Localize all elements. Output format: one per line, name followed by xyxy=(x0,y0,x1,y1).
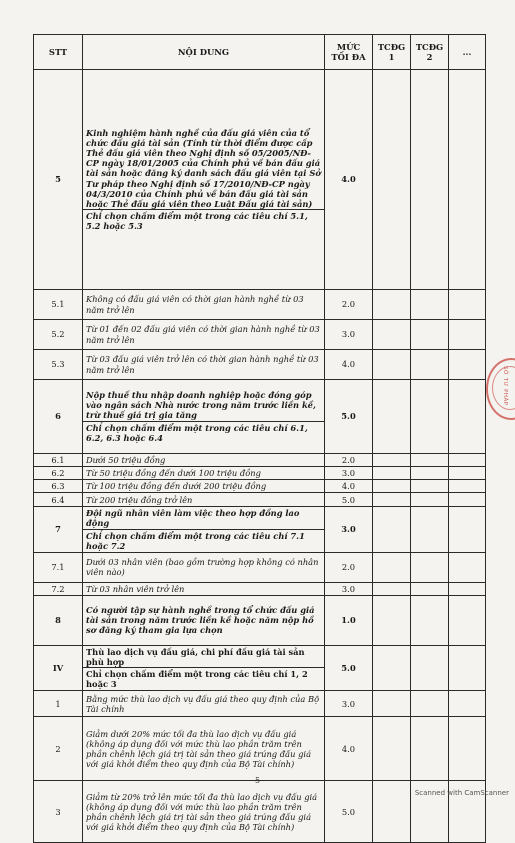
row-tcdg1-cell[interactable] xyxy=(373,320,411,350)
seal-text: SỞ TƯ PHÁP xyxy=(502,366,508,406)
row-content xyxy=(83,493,325,507)
evaluation-table xyxy=(33,34,486,843)
row-content-text: Đội ngũ nhân viên làm việc theo hợp đồng lao động xyxy=(86,508,300,529)
row-content xyxy=(83,691,325,717)
row-tcdg1-cell[interactable] xyxy=(373,467,411,480)
row-max-score: 3.0 xyxy=(325,320,373,350)
table-row xyxy=(34,552,486,582)
row-tcdg1-cell[interactable] xyxy=(373,350,411,380)
row-stt: 6 xyxy=(34,380,83,454)
row-tcdg1-cell[interactable] xyxy=(373,380,411,454)
row-extra-cell[interactable] xyxy=(449,552,486,582)
header-tcdg2: TCĐG 2 xyxy=(411,35,449,70)
row-tcdg2-cell[interactable] xyxy=(411,582,449,595)
row-extra-cell[interactable] xyxy=(449,350,486,380)
row-extra-cell[interactable] xyxy=(449,480,486,493)
row-tcdg1-cell[interactable] xyxy=(373,717,411,781)
row-extra-cell[interactable] xyxy=(449,507,486,552)
row-stt: 6.1 xyxy=(34,454,83,467)
row-max-score: 2.0 xyxy=(325,290,373,320)
row-content-text: Có người tập sự hành nghề trong tổ chức đấu giá tài sản trong năm trước liền kề hoặc năm nộp hồ sơ đăng ký tham gia lựa chọn xyxy=(86,605,315,636)
row-extra-cell[interactable] xyxy=(449,717,486,781)
row-tcdg2-cell[interactable] xyxy=(411,350,449,380)
row-tcdg2-cell[interactable] xyxy=(411,70,449,290)
row-tcdg1-cell[interactable] xyxy=(373,480,411,493)
row-content xyxy=(83,552,325,582)
header-stt: STT xyxy=(34,35,83,70)
row-content xyxy=(83,320,325,350)
row-content-text: Nộp thuế thu nhập doanh nghiệp hoặc đóng góp vào ngân sách Nhà nước trong năm trước liền kề, trừ thuế giá trị gia tăng xyxy=(86,390,316,421)
header-max-score: MỨC TỐI ĐA xyxy=(325,35,373,70)
table-row xyxy=(34,595,486,645)
table-row xyxy=(34,493,486,507)
row-tcdg2-cell[interactable] xyxy=(411,552,449,582)
row-max-score: 5.0 xyxy=(325,781,373,843)
row-max-score: 5.0 xyxy=(325,493,373,507)
row-tcdg2-cell[interactable] xyxy=(411,480,449,493)
row-stt: 6.3 xyxy=(34,480,83,493)
row-stt: 5.2 xyxy=(34,320,83,350)
row-tcdg2-cell[interactable] xyxy=(411,290,449,320)
header-content: NỘI DUNG xyxy=(83,35,325,70)
row-stt: 7.2 xyxy=(34,582,83,595)
row-content xyxy=(83,350,325,380)
row-stt: 7.1 xyxy=(34,552,83,582)
row-extra-cell[interactable] xyxy=(449,645,486,690)
row-tcdg1-cell[interactable] xyxy=(373,493,411,507)
row-tcdg2-cell[interactable] xyxy=(411,717,449,781)
row-extra-cell[interactable] xyxy=(449,493,486,507)
row-selection-note: Chỉ chọn chấm điểm một trong các tiêu chí 6.1, 6.2, 6.3 hoặc 6.4 xyxy=(83,421,324,443)
page-number: 5 xyxy=(254,776,261,785)
row-max-score: 5.0 xyxy=(325,380,373,454)
row-content xyxy=(83,290,325,320)
table-row xyxy=(34,582,486,595)
row-tcdg1-cell[interactable] xyxy=(373,507,411,552)
row-tcdg1-cell[interactable] xyxy=(373,781,411,843)
row-max-score: 3.0 xyxy=(325,691,373,717)
table-row xyxy=(34,691,486,717)
row-max-score: 5.0 xyxy=(325,645,373,690)
row-content xyxy=(83,645,325,690)
row-extra-cell[interactable] xyxy=(449,595,486,645)
table-row xyxy=(34,480,486,493)
row-tcdg2-cell[interactable] xyxy=(411,595,449,645)
row-stt: 6.4 xyxy=(34,493,83,507)
row-stt: 6.2 xyxy=(34,467,83,480)
row-tcdg1-cell[interactable] xyxy=(373,645,411,690)
row-tcdg2-cell[interactable] xyxy=(411,691,449,717)
row-selection-note: Chỉ chọn chấm điểm một trong các tiêu chí 1, 2 hoặc 3 xyxy=(83,667,324,689)
row-tcdg1-cell[interactable] xyxy=(373,582,411,595)
row-stt: 5.1 xyxy=(34,290,83,320)
row-content xyxy=(83,480,325,493)
row-content-text: Từ 100 triệu đồng đến dưới 200 triệu đồng xyxy=(86,481,267,492)
row-max-score: 3.0 xyxy=(325,507,373,552)
row-max-score: 4.0 xyxy=(325,350,373,380)
scanner-watermark: Scanned with CamScanner xyxy=(414,789,509,797)
row-tcdg1-cell[interactable] xyxy=(373,454,411,467)
row-extra-cell[interactable] xyxy=(449,454,486,467)
row-stt: 2 xyxy=(34,717,83,781)
row-stt: 8 xyxy=(34,595,83,645)
row-selection-note: Chỉ chọn chấm điểm một trong các tiêu chí 7.1 hoặc 7.2 xyxy=(83,529,324,551)
row-content xyxy=(83,467,325,480)
row-content xyxy=(83,781,325,843)
row-extra-cell[interactable] xyxy=(449,582,486,595)
row-content-text: Từ 03 đấu giá viên trở lên có thời gian hành nghề từ 03 năm trở lên xyxy=(86,354,319,375)
row-tcdg1-cell[interactable] xyxy=(373,290,411,320)
row-content xyxy=(83,380,325,454)
row-tcdg2-cell[interactable] xyxy=(411,454,449,467)
row-stt: 1 xyxy=(34,691,83,717)
row-content xyxy=(83,507,325,552)
row-tcdg1-cell[interactable] xyxy=(373,595,411,645)
header-more: ... xyxy=(449,35,486,70)
table-row xyxy=(34,645,486,690)
table-row xyxy=(34,350,486,380)
row-content-text: Từ 03 nhân viên trở lên xyxy=(86,583,185,594)
row-stt: 3 xyxy=(34,781,83,843)
row-content-text: Giảm từ 20% trở lên mức tối đa thù lao dịch vụ đấu giá (không áp dụng đối với mức thù lao phần trăm trên phần chênh lệch giá trị tài sản theo giá trúng đấu giá với giá khởi điểm theo quy định của Bộ Tài chính) xyxy=(86,791,318,832)
row-max-score: 2.0 xyxy=(325,552,373,582)
row-max-score: 2.0 xyxy=(325,454,373,467)
row-stt: 5 xyxy=(34,70,83,290)
row-content-text: Từ 200 triệu đồng trở lên xyxy=(86,494,193,505)
row-max-score: 3.0 xyxy=(325,582,373,595)
row-content-text: Kinh nghiệm hành nghề của đấu giá viên của tổ chức đấu giá tài sản (Tính từ thời điểm được cấp Thẻ đấu giá viên theo Nghị định số 05/2005/NĐ-CP ngày 18/01/2005 của Chính phủ về bán đấu giá tài sản hoặc đăng ký danh sách đấu giá viên tại Sở Tư pháp theo Nghị định số 17/2010/NĐ-CP ngày 04/3/2010 của Chính phủ về bán đấu giá tài sản hoặc Thẻ đấu giá viên theo Luật Đấu giá tài sản) xyxy=(86,127,321,209)
row-content-text: Dưới 03 nhân viên (bao gồm trường hợp không có nhân viên nào) xyxy=(86,557,319,578)
row-content-text: Dưới 50 triệu đồng xyxy=(86,455,166,465)
table-row xyxy=(34,507,486,552)
row-tcdg1-cell[interactable] xyxy=(373,70,411,290)
row-tcdg1-cell[interactable] xyxy=(373,552,411,582)
table-row xyxy=(34,320,486,350)
table-header-row xyxy=(34,35,486,70)
row-content-text: Từ 50 triệu đồng đến dưới 100 triệu đồng xyxy=(86,468,261,479)
table-row xyxy=(34,70,486,290)
row-stt: 5.3 xyxy=(34,350,83,380)
row-max-score: 4.0 xyxy=(325,717,373,781)
row-max-score: 4.0 xyxy=(325,480,373,493)
row-content xyxy=(83,70,325,290)
row-content xyxy=(83,595,325,645)
row-tcdg2-cell[interactable] xyxy=(411,645,449,690)
table-row xyxy=(34,467,486,480)
row-content-text: Thù lao dịch vụ đấu giá, chi phí đấu giá tài sản phù hợp xyxy=(86,646,305,667)
row-max-score: 3.0 xyxy=(325,467,373,480)
row-extra-cell[interactable] xyxy=(449,691,486,717)
row-extra-cell[interactable] xyxy=(449,320,486,350)
row-stt: 7 xyxy=(34,507,83,552)
row-tcdg2-cell[interactable] xyxy=(411,380,449,454)
table-row xyxy=(34,717,486,781)
header-tcdg1: TCĐG 1 xyxy=(373,35,411,70)
row-content-text: Giảm dưới 20% mức tối đa thù lao dịch vụ đấu giá (không áp dụng đối với mức thù lao phần trăm trên phần chênh lệch giá trị tài sản theo giá trúng đấu giá với giá khởi điểm theo quy định của Bộ Tài chính) xyxy=(86,728,312,769)
table-row xyxy=(34,290,486,320)
row-tcdg2-cell[interactable] xyxy=(411,467,449,480)
row-stt: IV xyxy=(34,645,83,690)
row-max-score: 4.0 xyxy=(325,70,373,290)
row-content xyxy=(83,582,325,595)
row-tcdg2-cell[interactable] xyxy=(411,320,449,350)
row-content-text: Bằng mức thù lao dịch vụ đấu giá theo quy định của Bộ Tài chính xyxy=(86,693,320,714)
row-tcdg2-cell[interactable] xyxy=(411,507,449,552)
table-row xyxy=(34,380,486,454)
row-tcdg1-cell[interactable] xyxy=(373,691,411,717)
row-selection-note: Chỉ chọn chấm điểm một trong các tiêu chí 5.1, 5.2 hoặc 5.3 xyxy=(83,209,324,231)
row-extra-cell[interactable] xyxy=(449,380,486,454)
row-content xyxy=(83,454,325,467)
row-extra-cell[interactable] xyxy=(449,70,486,290)
row-content-text: Không có đấu giá viên có thời gian hành nghề từ 03 năm trở lên xyxy=(86,294,304,315)
row-content-text: Từ 01 đến 02 đấu giá viên có thời gian hành nghề từ 03 năm trở lên xyxy=(86,324,320,345)
row-extra-cell[interactable] xyxy=(449,290,486,320)
table-row xyxy=(34,454,486,467)
row-max-score: 1.0 xyxy=(325,595,373,645)
row-tcdg2-cell[interactable] xyxy=(411,493,449,507)
row-content xyxy=(83,717,325,781)
row-extra-cell[interactable] xyxy=(449,467,486,480)
